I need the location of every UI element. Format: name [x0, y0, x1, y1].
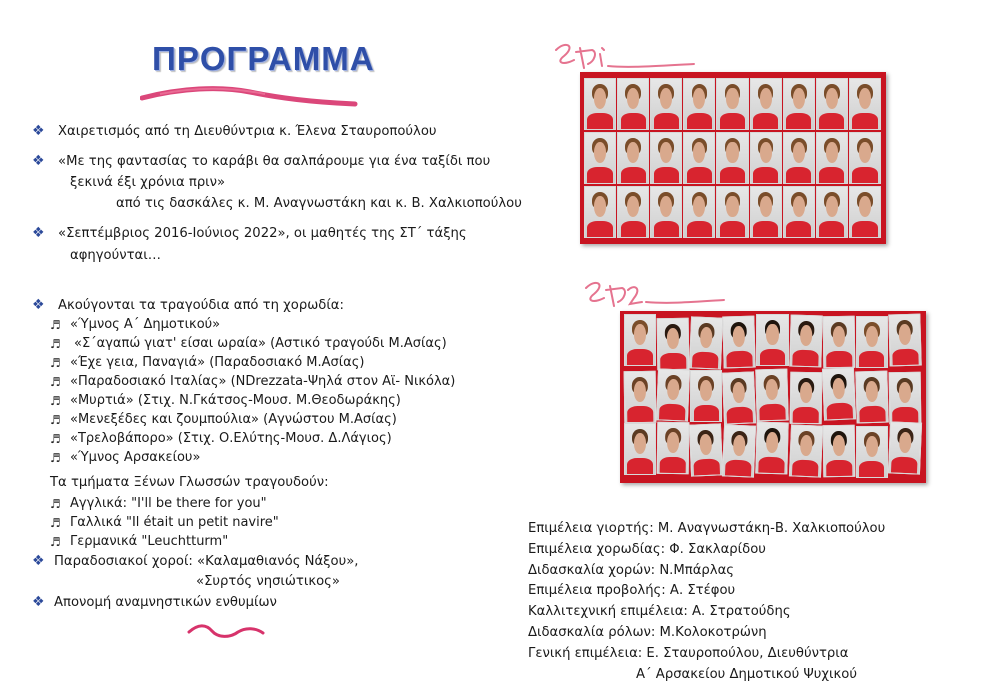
- student-portrait: [716, 78, 748, 130]
- student-portrait: [722, 371, 756, 424]
- song-item: «Ύμνος Αρσακείου»: [70, 450, 201, 465]
- student-portrait: [783, 78, 815, 130]
- student-portrait: [756, 422, 790, 475]
- credit-line: Γενική επιμέλεια: Ε. Σταυροπούλου, Διευθύντρια: [528, 645, 849, 661]
- song-item: «Σ΄αγαπώ γιατ' είσαι ωραία» (Αστικό τραγούδι Μ.Ασίας): [74, 336, 447, 351]
- student-portrait: [683, 78, 715, 130]
- language-song-item: Γαλλικά "Il était un petit navire": [70, 515, 279, 530]
- student-portrait: [822, 425, 855, 477]
- student-portrait: [716, 132, 748, 184]
- music-note-icon: ♬: [50, 375, 61, 389]
- language-song-item: Αγγλικά: "I'll be there for you": [70, 496, 267, 511]
- student-portrait: [683, 132, 715, 184]
- music-note-icon: ♬: [50, 451, 61, 465]
- student-portrait: [657, 422, 690, 474]
- student-portrait: [584, 78, 616, 130]
- student-portrait: [689, 316, 723, 369]
- credit-line: Επιμέλεια χορωδίας: Φ. Σακλαρίδου: [528, 541, 766, 557]
- class-photo-st1: [580, 72, 886, 244]
- student-portrait: [723, 316, 757, 369]
- credit-line: Επιμέλεια γιορτής: Μ. Αναγνωστάκη-Β. Χαλκιοπούλου: [528, 521, 886, 536]
- student-portrait: [617, 132, 649, 184]
- credit-line: Καλλιτεχνική επιμέλεια: Α. Στρατούδης: [528, 604, 791, 620]
- student-portrait: [750, 78, 782, 130]
- program-item-choir: Ακούγονται τα τραγούδια από τη χορωδία:: [58, 298, 344, 313]
- student-portrait: [657, 318, 690, 370]
- program-item-ship-line1: «Με της φαντασίας το καράβι θα σαλπάρουμε για ένα ταξίδι που: [58, 154, 491, 169]
- student-portrait: [722, 424, 756, 477]
- student-portrait: [888, 314, 922, 367]
- class-label-st2: [578, 276, 728, 316]
- student-portrait: [856, 426, 888, 478]
- music-note-icon: ♬: [50, 516, 61, 530]
- student-portrait: [650, 186, 682, 238]
- student-portrait: [584, 186, 616, 238]
- music-note-icon: ♬: [50, 432, 61, 446]
- student-portrait: [584, 132, 616, 184]
- student-portrait: [789, 315, 823, 368]
- bullet-icon: ❖: [32, 225, 45, 241]
- student-portrait: [788, 424, 822, 477]
- program-item-dances-line2: «Συρτός νησιώτικος»: [196, 574, 340, 589]
- music-note-icon: ♬: [50, 535, 61, 549]
- music-note-icon: ♬: [50, 356, 61, 370]
- student-portrait: [816, 78, 848, 130]
- student-portrait: [750, 186, 782, 238]
- bottom-swash-decoration: [186, 622, 266, 642]
- song-item: «Παραδοσιακό Ιταλίας» (NDrezzata-Ψηλά στον Αϊ- Νικόλα): [70, 374, 456, 389]
- bullet-icon: ❖: [32, 123, 45, 139]
- bullet-icon: ❖: [32, 153, 45, 169]
- class-photo-st2: [620, 311, 926, 483]
- song-item: «Έχε γεια, Παναγιά» (Παραδοσιακό Μ.Ασίας): [70, 355, 365, 370]
- credits-block: [528, 519, 885, 685]
- music-note-icon: ♬: [50, 413, 61, 427]
- student-portrait: [650, 78, 682, 130]
- student-portrait: [888, 421, 922, 474]
- bullet-icon: ❖: [32, 297, 45, 313]
- student-portrait: [816, 132, 848, 184]
- song-item: «Μενεξέδες και ζουμπούλια» (Αγνώστου Μ.Ασίας): [70, 412, 397, 427]
- student-portrait: [624, 423, 656, 475]
- credit-line: Διδασκαλία ρόλων: Μ.Κολοκοτρώνη: [528, 624, 767, 640]
- language-song-item: Γερμανικά "Leuchtturm": [70, 534, 229, 549]
- student-portrait: [889, 372, 922, 424]
- student-portrait: [656, 368, 690, 421]
- student-portrait: [849, 186, 881, 238]
- program-item-ship-line3: από τις δασκάλες κ. Μ. Αναγνωστάκη και κ. Β. Χαλκιοπούλου: [116, 196, 522, 211]
- program-item-ship-line2: ξεκινά έξι χρόνια πριν»: [70, 175, 226, 190]
- program-item-students-line2: αφηγούνται…: [70, 248, 161, 263]
- student-portrait: [617, 78, 649, 130]
- program-item-students-line1: «Σεπτέμβριος 2016-Ιούνιος 2022», οι μαθητές της ΣΤ΄ τάξης: [58, 226, 467, 241]
- music-note-icon: ♬: [50, 497, 61, 511]
- song-item: «Ύμνος Α΄ Δημοτικού»: [70, 317, 221, 332]
- student-portrait: [789, 372, 822, 424]
- student-portrait: [650, 132, 682, 184]
- credit-line: Α΄ Αρσακείου Δημοτικού Ψυχικού: [636, 666, 857, 682]
- student-portrait: [856, 316, 888, 368]
- credit-line: Διδασκαλία χορών: Ν.Μπάρλας: [528, 562, 734, 578]
- song-item: «Τρελοβάπορο» (Στιχ. Ο.Ελύτης-Μουσ. Δ.Λάγιος): [70, 431, 392, 446]
- student-portrait: [689, 423, 723, 476]
- music-note-icon: ♬: [50, 394, 61, 408]
- languages-intro: Τα τμήματα Ξένων Γλωσσών τραγουδούν:: [50, 475, 329, 490]
- student-portrait: [624, 371, 657, 423]
- student-portrait: [617, 186, 649, 238]
- program-item-awards: Απονομή αναμνηστικών ενθυμίων: [54, 595, 277, 610]
- student-portrait: [783, 132, 815, 184]
- title-swash-decoration: [140, 80, 360, 110]
- page-title: ΠΡΟΓΡΑΜΜΑ: [152, 40, 375, 77]
- student-portrait: [855, 371, 889, 424]
- program-item-welcome: Χαιρετισμός από τη Διευθύντρια κ. Έλενα Σταυροπούλου: [58, 124, 437, 139]
- bullet-icon: ❖: [32, 594, 45, 610]
- student-portrait: [756, 314, 788, 366]
- student-portrait: [822, 316, 855, 368]
- student-portrait: [783, 186, 815, 238]
- music-note-icon: ♬: [50, 337, 61, 351]
- student-portrait: [816, 186, 848, 238]
- student-portrait: [756, 369, 790, 422]
- student-portrait: [822, 367, 856, 420]
- music-note-icon: ♬: [50, 318, 61, 332]
- song-item: «Μυρτιά» (Στιχ. Ν.Γκάτσος-Μουσ. Μ.Θεοδωράκης): [70, 393, 401, 408]
- credit-line: Επιμέλεια προβολής: Α. Στέφου: [528, 583, 736, 599]
- student-portrait: [683, 186, 715, 238]
- student-portrait: [690, 370, 722, 422]
- bullet-icon: ❖: [32, 553, 45, 569]
- student-portrait: [716, 186, 748, 238]
- student-portrait: [849, 132, 881, 184]
- student-portrait: [849, 78, 881, 130]
- student-portrait: [750, 132, 782, 184]
- student-portrait: [624, 314, 656, 366]
- program-item-dances-line1: Παραδοσιακοί χοροί: «Καλαμαθιανός Νάξου»,: [54, 554, 359, 569]
